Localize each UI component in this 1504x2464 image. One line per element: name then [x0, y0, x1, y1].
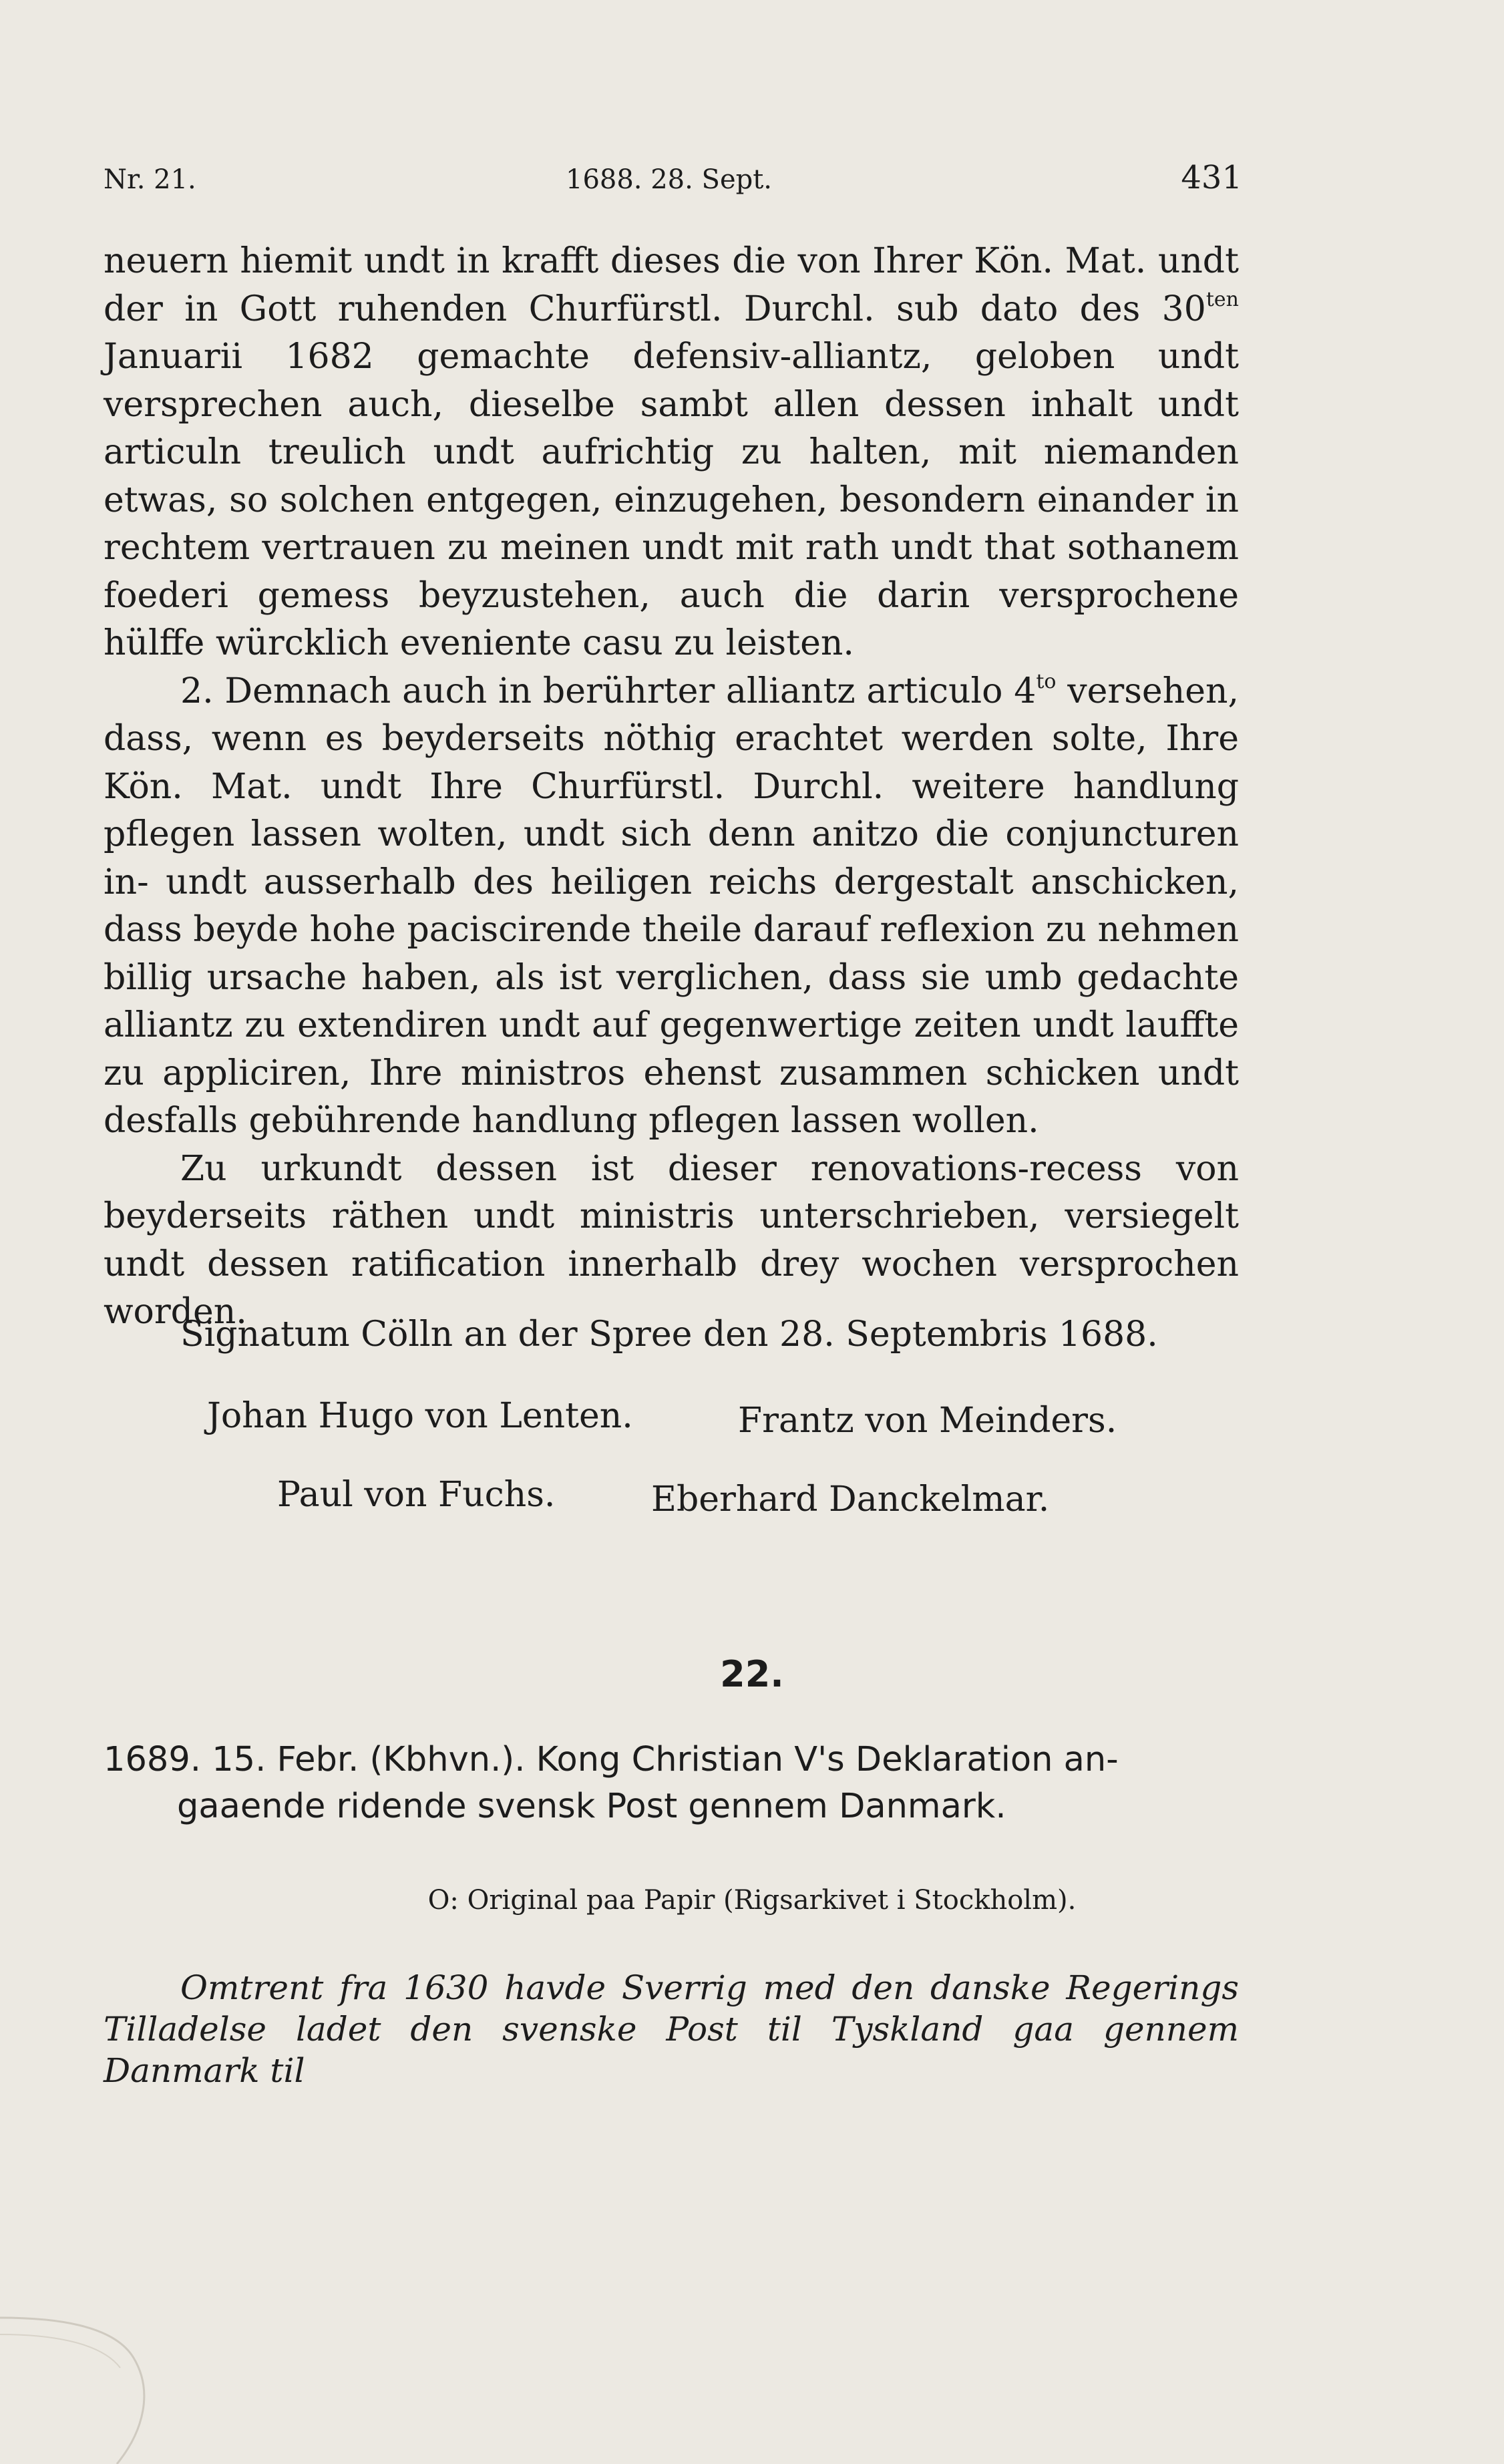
- document-heading: [104, 1737, 1239, 1830]
- paragraph-3: Zu urkundt dessen ist dieser renovations-recess von beyderseits räthen undt ministris unterschrieben, versiegelt undt dessen ratification innerhalb drey wochen versprochen worden.: [104, 1148, 1239, 1332]
- signer-danckelmar: Eberhard Danckelmar.: [651, 1479, 1050, 1520]
- signature-place-date: Signatum Cölln an der Spree den 28. Septembris 1688.: [180, 1314, 1158, 1355]
- page-header: [104, 159, 1242, 199]
- document-title-line-2: gaaende ridende svensk Post gennem Danmark.: [177, 1787, 1006, 1826]
- header-date: 1688. 28. Sept.: [566, 164, 773, 195]
- signer-meinders: Frantz von Meinders.: [738, 1401, 1117, 1441]
- paragraph-1-text-a: neuern hiemit undt in krafft dieses die von Ihrer Kön. Mat. undt der in Gott ruhenden Churfürstl. Durchl. sub dato des 30: [104, 241, 1239, 329]
- signer-lenten: Johan Hugo von Lenten.: [207, 1396, 633, 1436]
- intro-paragraph: Omtrent fra 1630 havde Sverrig med den danske Regerings Tilladelse ladet den svenske Post til Tyskland gaa gennem Danmark til: [104, 1968, 1239, 2090]
- source-note: O: Original paa Papir (Rigsarkivet i Stockholm).: [427, 1885, 1077, 1916]
- document-date: 1689. 15. Febr. (Kbhvn.).: [104, 1740, 526, 1779]
- signer-fuchs: Paul von Fuchs.: [277, 1475, 556, 1515]
- page-edge-curl: [0, 2298, 154, 2464]
- page-number: 431: [1181, 159, 1242, 196]
- paragraph-2-text-a: 2. Demnach auch in berührter alliantz articulo 4: [180, 671, 1037, 711]
- main-text: [104, 238, 1239, 1337]
- header-document-number: Nr. 21.: [104, 164, 196, 195]
- paragraph-2: [104, 668, 1239, 1146]
- document-number: 22.: [720, 1653, 784, 1695]
- paragraph-2-text-b: versehen, dass, wenn es beyderseits nöthig erachtet werden solte, Ihre Kön. Mat. undt Ihre Churfürstl. Durchl. weitere handlung pflegen lassen wolten, undt sich denn anitzo die conjuncturen in- undt ausserhalb des heiligen reichs dergestalt anschicken, dass beyde hohe paciscirende theile darauf reflexion zu nehmen billig ursache haben, als ist verglichen, dass sie umb gedachte alliantz zu extendiren undt auf gegenwertige zeiten undt lauffte zu appliciren, Ihre ministros ehenst zusammen schicken undt desfalls gebührende handlung pflegen lassen wollen.: [104, 671, 1239, 1141]
- paragraph-1-text-b: Januarii 1682 gemachte defensiv-alliantz, geloben undt versprechen auch, dieselbe sambt allen dessen inhalt undt articuln treulich undt aufrichtig zu halten, mit niemanden etwas, so solchen entgegen, einzugehen, besondern einander in rechtem vertrauen zu meinen undt mit rath undt that sothanem foederi gemess beyzustehen, auch die darin versprochene hülffe würcklich eveniente casu zu leisten.: [104, 337, 1239, 663]
- paragraph-1-superscript: ten: [1205, 287, 1239, 311]
- paragraph-2-superscript: to: [1036, 669, 1057, 693]
- document-title-line-1: Kong Christian V's Deklaration an-: [536, 1740, 1119, 1779]
- paragraph-1: [104, 238, 1239, 668]
